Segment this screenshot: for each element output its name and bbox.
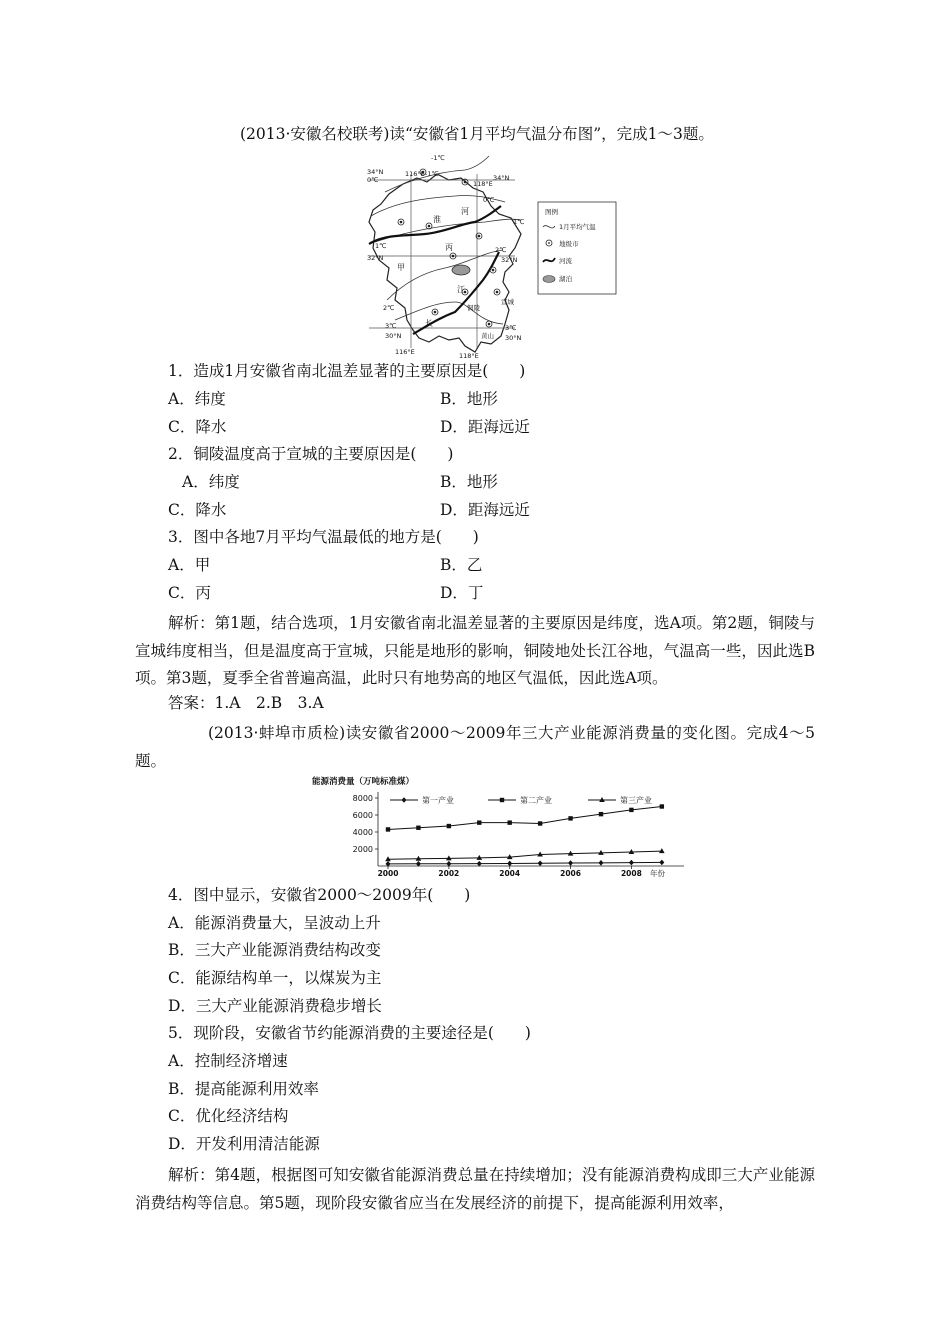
q3-option-d: D．丁 xyxy=(440,584,484,602)
y-tick-label: 6000 xyxy=(352,811,373,820)
legend-isotherm-symbol xyxy=(543,226,555,228)
x-axis-label: 年份 xyxy=(650,869,665,878)
label-xuancheng: 宣城 xyxy=(501,298,514,306)
data-point-series-2 xyxy=(568,816,572,820)
label-lat30-l: 30°N xyxy=(385,332,402,340)
legend-isotherm: 1月平均气温 xyxy=(559,223,596,231)
label-jiang: 江 xyxy=(457,285,465,294)
label-deg-m1b: -1℃ xyxy=(425,170,439,178)
legend-river-symbol xyxy=(543,258,555,262)
q1-option-a: A．纬度 xyxy=(168,390,226,408)
q4-option-a: A．能源消费量大，呈波动上升 xyxy=(168,914,381,932)
label-deg-3a: 3℃ xyxy=(385,322,397,330)
legend-title: 图例 xyxy=(545,208,558,216)
q5-option-b: B．提高能源利用效率 xyxy=(168,1080,319,1098)
q1-option-b: B．地形 xyxy=(440,390,498,408)
intro-text-1: (2013·安徽名校联考)读“安徽省1月平均气温分布图”，完成1～3题。 xyxy=(240,125,714,143)
label-he: 河 xyxy=(461,207,469,216)
data-point-series-2 xyxy=(629,808,633,812)
analysis-1: 解析：第1题，结合选项，1月安徽省南北温差显著的主要原因是纬度，选A项。第2题，铜陵与宣城纬度相当，但是温度高于宣城，只能是地形的影响，铜陵地处长江谷地，气温高一些，因此选B项。第3题，夏季全省普遍高温，此时只有地势高的地区气温低，因此选A项。 xyxy=(135,614,815,687)
data-point-series-2 xyxy=(477,820,481,824)
legend-marker-1 xyxy=(402,797,407,803)
chart-title: 能源消费量（万吨标准煤） xyxy=(312,777,415,787)
y-tick-label: 2000 xyxy=(352,845,373,854)
data-point-series-1 xyxy=(568,860,573,866)
q3-option-c: C．丙 xyxy=(168,584,211,602)
data-point-series-3 xyxy=(659,848,665,853)
q5-option-a: A．控制经济增速 xyxy=(168,1052,288,1070)
question-2: 2．铜陵温度高于宣城的主要原因是( ) xyxy=(168,445,454,463)
analysis-2: 解析：第4题，根据图可知安徽省能源消费总量在持续增加；没有能源消费构成即三大产业能源消费结构等信息。第5题，现阶段安徽省应当在发展经济的前提下，提高能源利用效率， xyxy=(135,1166,815,1212)
legend-label-1: 第一产业 xyxy=(422,796,454,805)
label-lon116-bot: 116°E xyxy=(395,348,415,356)
label-lon118-top: 118°E xyxy=(473,180,493,188)
y-tick-label: 4000 xyxy=(352,828,373,837)
legend-lake: 湖泊 xyxy=(559,275,572,283)
q2-option-a: A．纬度 xyxy=(182,473,240,491)
q2-option-d: D．距海远近 xyxy=(440,501,530,519)
label-deg-0a: 0℃ xyxy=(367,176,379,184)
data-point-series-1 xyxy=(538,860,543,866)
energy-consumption-chart xyxy=(310,774,690,880)
data-point-series-2 xyxy=(508,820,512,824)
q5-option-c: C．优化经济结构 xyxy=(168,1107,289,1125)
y-tick-label: 8000 xyxy=(352,794,373,803)
label-lon116-top: 116°E xyxy=(405,170,425,178)
label-deg-m1a: -1℃ xyxy=(431,154,445,162)
data-point-series-1 xyxy=(507,861,512,867)
label-deg-2b: 2℃ xyxy=(383,304,395,312)
q3-option-b: B．乙 xyxy=(440,556,483,574)
legend-city-dot xyxy=(548,242,550,244)
intro-text-2: (2013·蚌埠市质检)读安徽省2000～2009年三大产业能源消费量的变化图。完成4～5题。 xyxy=(135,724,815,770)
data-point-series-2 xyxy=(386,827,390,831)
data-point-series-2 xyxy=(660,804,664,808)
x-tick-label: 2006 xyxy=(560,869,581,878)
label-deg-2a: 2℃ xyxy=(495,246,507,254)
data-point-series-2 xyxy=(447,824,451,828)
x-tick-label: 2002 xyxy=(438,869,460,878)
chaohu-lake xyxy=(452,265,470,275)
legend-label-2: 第二产业 xyxy=(520,796,552,805)
legend-city: 地级市 xyxy=(559,240,579,248)
label-jia: 甲 xyxy=(397,263,405,272)
label-deg-0b: 0℃ xyxy=(483,196,495,204)
q2-option-b: B．地形 xyxy=(440,473,498,491)
label-lat34-r: 34°N xyxy=(493,174,510,182)
answer-1: 答案：1.A 2.B 3.A xyxy=(168,694,324,712)
question-4: 4．图中显示，安徽省2000～2009年( ) xyxy=(168,886,471,904)
label-huai: 淮 xyxy=(433,215,441,224)
data-point-series-1 xyxy=(477,861,482,867)
q3-option-a: A．甲 xyxy=(168,556,211,574)
legend-marker-2 xyxy=(500,798,504,802)
label-bing: 丙 xyxy=(445,243,453,252)
q4-option-c: C．能源结构单一，以煤炭为主 xyxy=(168,969,382,987)
series-line-2 xyxy=(388,807,662,830)
legend-river: 河流 xyxy=(559,257,572,265)
series-line-3 xyxy=(388,851,662,859)
question-3: 3．图中各地7月平均气温最低的地方是( ) xyxy=(168,528,479,546)
isotherm-1 xyxy=(375,219,521,242)
x-tick-label: 2004 xyxy=(499,869,521,878)
label-tongling: 铜陵 xyxy=(467,304,480,312)
q4-option-b: B．三大产业能源消费结构改变 xyxy=(168,941,381,959)
question-1: 1．造成1月安徽省南北温差显著的主要原因是( ) xyxy=(168,362,526,380)
data-point-series-2 xyxy=(416,826,420,830)
label-lon118-bot: 118°E xyxy=(459,352,479,360)
series-line-1 xyxy=(388,862,662,863)
q2-option-c: C．降水 xyxy=(168,501,227,519)
label-lat30-r: 30°N xyxy=(505,334,522,342)
label-deg-3b: 3℃ xyxy=(505,324,517,332)
label-lat34-l: 34°N xyxy=(367,168,384,176)
label-lat32-r: 32°N xyxy=(501,256,518,264)
legend-lake-symbol xyxy=(543,276,555,283)
x-tick-label: 2008 xyxy=(620,869,642,878)
label-lat32-l: 32°N xyxy=(367,254,384,262)
label-deg-1a: 1℃ xyxy=(375,242,387,250)
x-tick-label: 2000 xyxy=(377,869,399,878)
data-point-series-1 xyxy=(598,860,603,866)
data-point-series-1 xyxy=(659,860,664,866)
q1-option-d: D．距海远近 xyxy=(440,418,530,436)
label-chang: 长 xyxy=(425,319,433,328)
question-5: 5．现阶段，安徽省节约能源消费的主要途径是( ) xyxy=(168,1024,531,1042)
data-point-series-2 xyxy=(538,821,542,825)
anhui-temperature-map xyxy=(365,152,630,360)
data-point-series-1 xyxy=(629,860,634,866)
label-deg-1b: 1℃ xyxy=(513,218,525,226)
data-point-series-2 xyxy=(599,812,603,816)
q4-option-d: D．三大产业能源消费稳步增长 xyxy=(168,997,382,1015)
q5-option-d: D．开发利用清洁能源 xyxy=(168,1135,320,1153)
legend-label-3: 第三产业 xyxy=(620,796,652,805)
q1-option-c: C．降水 xyxy=(168,418,227,436)
label-huangshan: 黄山 xyxy=(481,332,494,340)
